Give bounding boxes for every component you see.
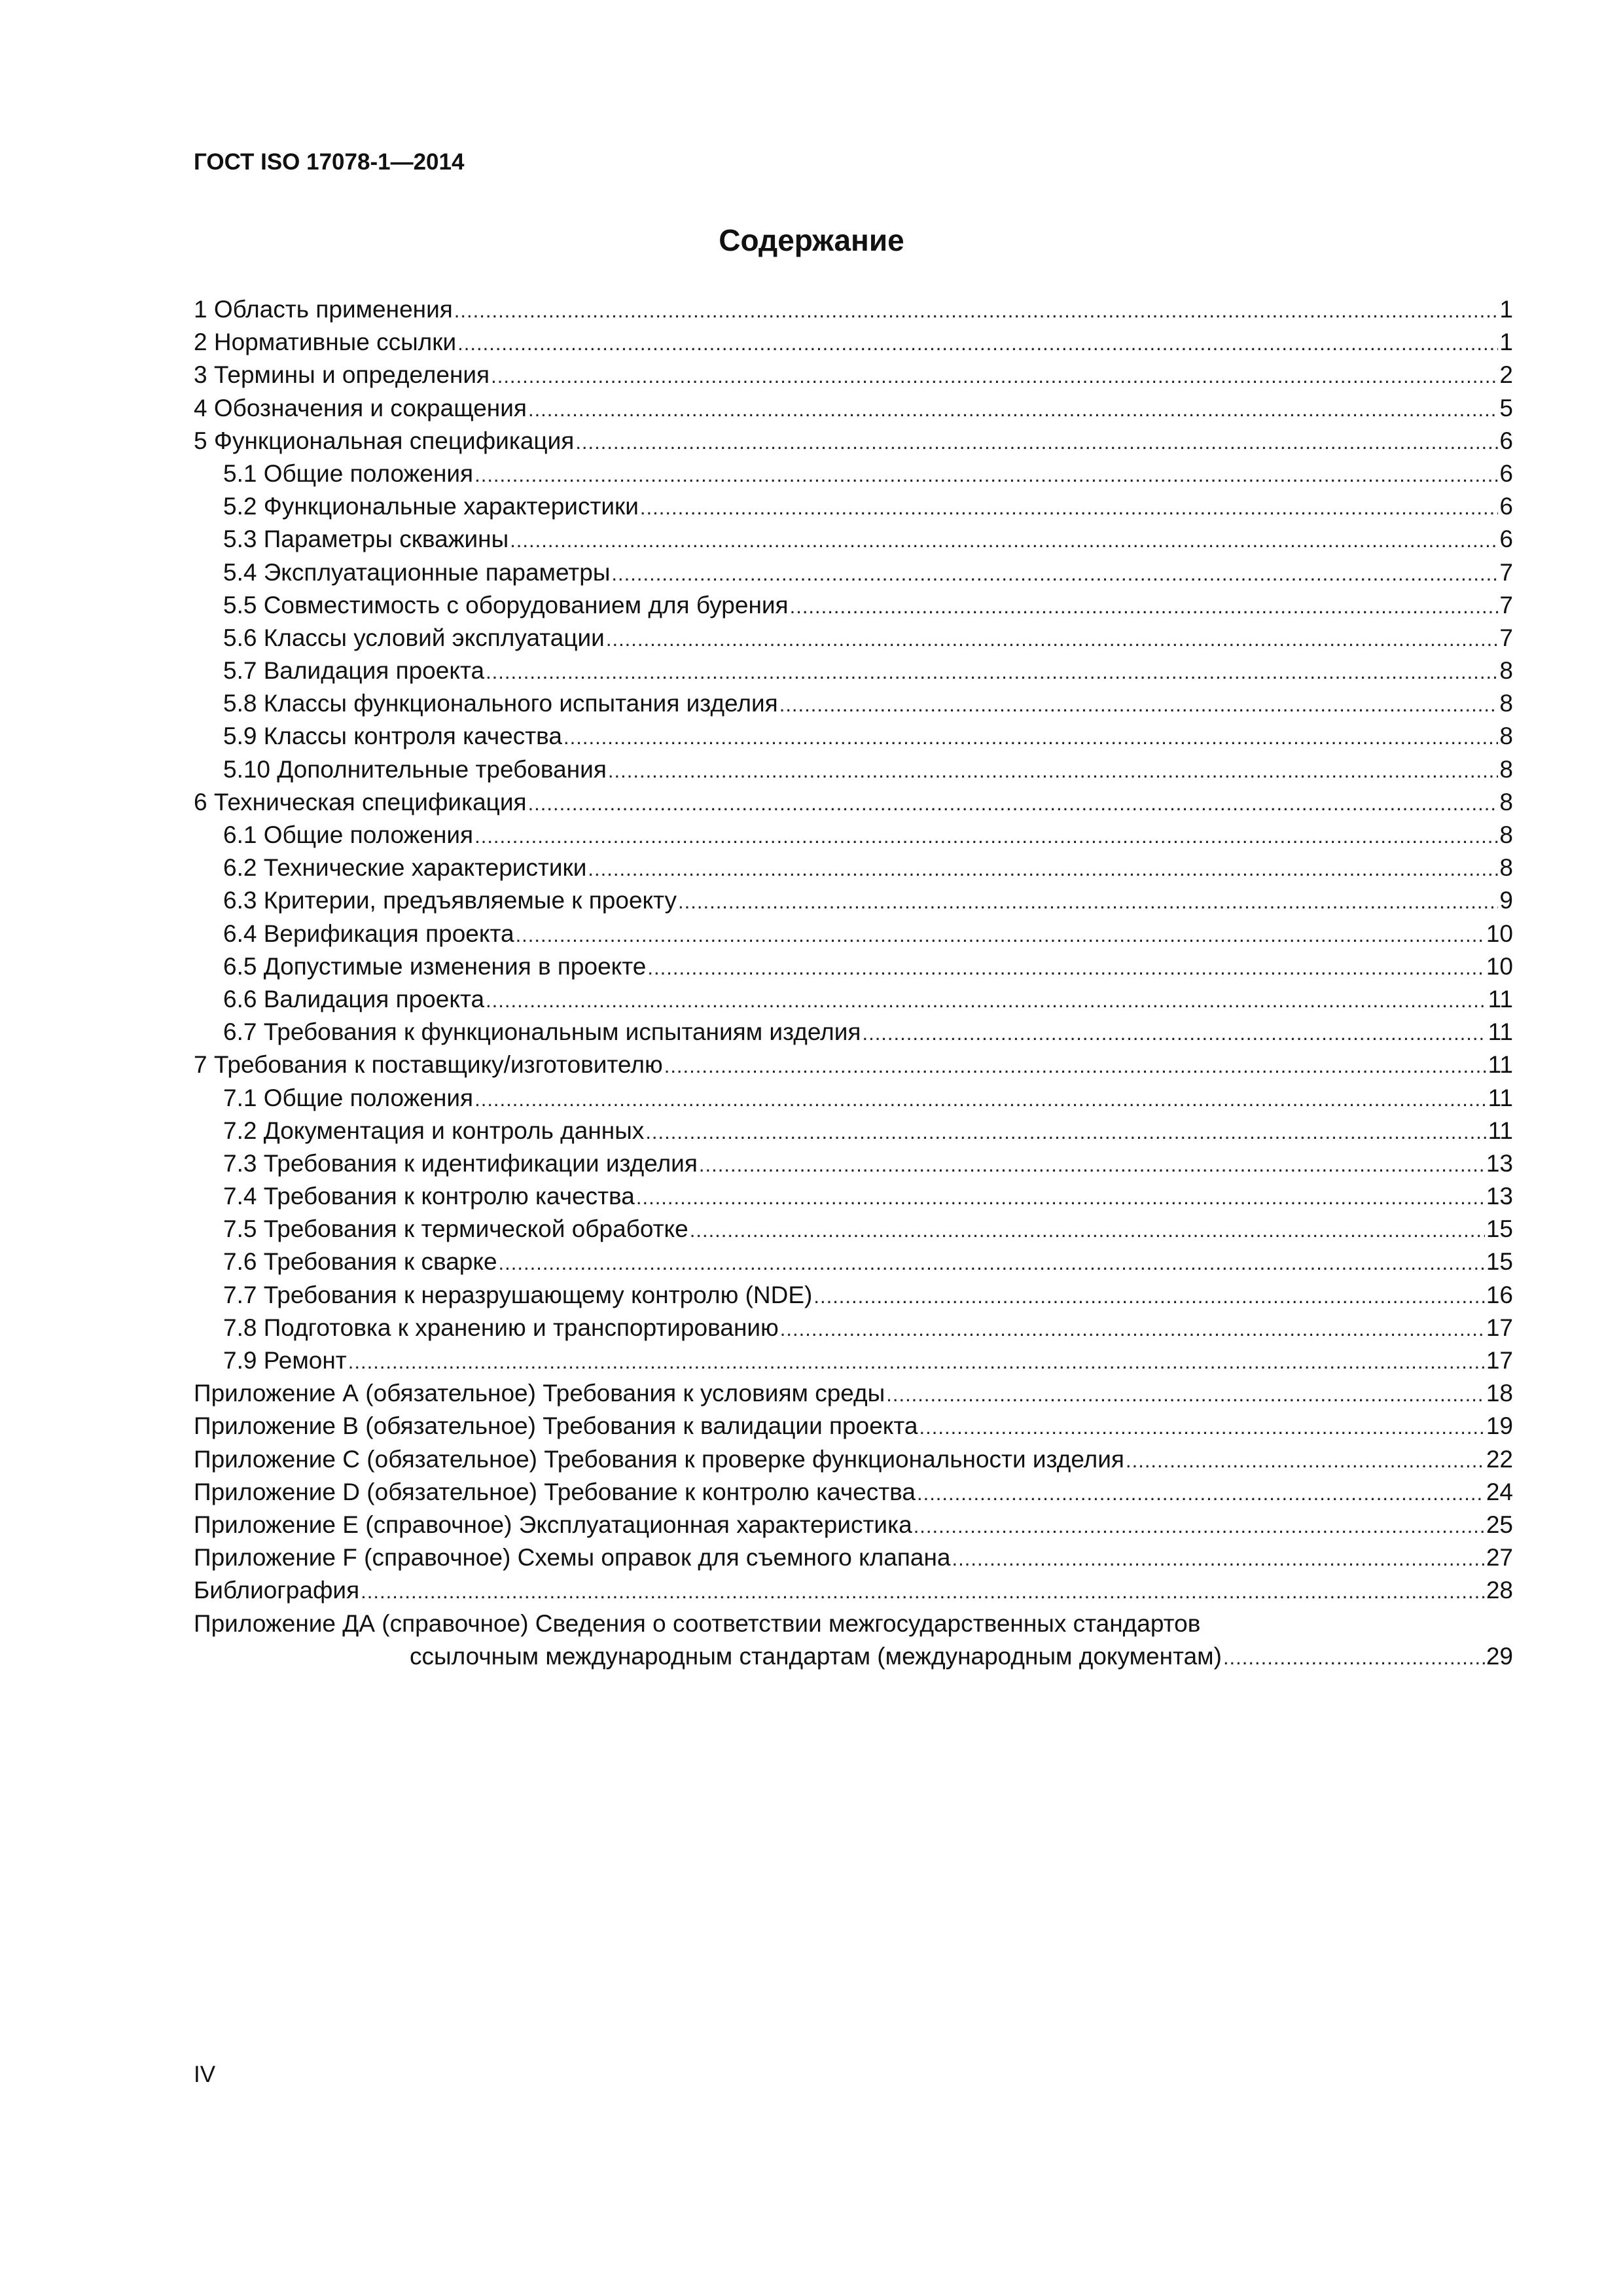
toc-entry-label: 4 Обозначения и сокращения (194, 394, 527, 422)
toc-entry-page: 28 (1486, 1577, 1513, 1604)
dot-leader (813, 1280, 1484, 1313)
toc-entry[interactable] (194, 1082, 1513, 1115)
toc-entry[interactable] (194, 852, 1513, 884)
dot-leader (348, 1346, 1485, 1378)
dot-leader (510, 524, 1498, 557)
dot-leader (486, 656, 1498, 689)
toc-entry-label: 7.4 Требования к контролю качества (223, 1183, 635, 1210)
dot-leader (516, 919, 1485, 952)
dot-leader (1223, 1641, 1485, 1674)
toc-entry-page: 7 (1499, 591, 1513, 619)
toc-entry[interactable] (194, 293, 1513, 326)
toc-entry-label: Приложение Е (справочное) Эксплуатационная характеристика (194, 1511, 912, 1538)
toc-entry-page: 16 (1486, 1281, 1513, 1308)
toc-entry-page: 8 (1499, 657, 1513, 685)
toc-entry-page: 27 (1486, 1544, 1513, 1571)
toc-entry-label: 7.5 Требования к термической обработке (223, 1215, 688, 1243)
toc-entry[interactable] (194, 1443, 1513, 1476)
dot-leader (474, 820, 1498, 853)
dot-leader (474, 459, 1498, 492)
dot-leader (780, 1313, 1485, 1346)
dot-leader (952, 1543, 1485, 1575)
toc-entry-label: 5.2 Функциональные характеристики (223, 493, 639, 520)
dot-leader (862, 1017, 1486, 1050)
toc-entry-label: 5.9 Классы контроля качества (223, 723, 562, 750)
toc-entry-label: 7.3 Требования к идентификации изделия (223, 1149, 698, 1177)
toc-entry-page: 8 (1499, 723, 1513, 750)
toc-entry[interactable] (194, 425, 1513, 457)
document-header: ГОСТ ISO 17078-1—2014 (194, 149, 465, 175)
toc-entry-label: 6.4 Верификация проекта (223, 920, 514, 947)
toc-entry-label: 6.1 Общие положения (223, 821, 474, 848)
toc-entry-page: 11 (1488, 1018, 1513, 1046)
toc-entry-page: 8 (1499, 821, 1513, 848)
toc-entry-page: 25 (1486, 1511, 1513, 1538)
page-number: IV (194, 2062, 216, 2087)
dot-leader (563, 721, 1498, 754)
dot-leader (917, 1477, 1485, 1510)
toc-entry-page: 8 (1499, 854, 1513, 882)
toc-entry-page: 7 (1499, 624, 1513, 651)
dot-leader (699, 1149, 1485, 1181)
toc-entry[interactable] (194, 1016, 1513, 1049)
dot-leader (474, 1083, 1486, 1116)
toc-entry-label: 5.6 Классы условий эксплуатации (223, 624, 605, 651)
toc-entry-page: 5 (1499, 394, 1513, 422)
toc-entry-label: 7.9 Ремонт (223, 1347, 347, 1374)
toc-entry-page: 13 (1486, 1183, 1513, 1210)
dot-leader (454, 295, 1499, 327)
toc-entry-multiline[interactable] (194, 1607, 1513, 1640)
toc-entry[interactable] (194, 1476, 1513, 1509)
toc-entry-page: 17 (1486, 1347, 1513, 1374)
dot-leader (491, 360, 1498, 393)
toc-entry-page: 6 (1499, 459, 1513, 487)
toc-entry-page: 11 (1488, 1117, 1513, 1144)
toc-entry-page: 17 (1486, 1314, 1513, 1341)
toc-entry-label: 5.1 Общие положения (223, 459, 474, 487)
toc-entry[interactable] (194, 556, 1513, 589)
toc-entry-label: 7.8 Подготовка к хранению и транспортированию (223, 1314, 779, 1341)
toc-entry[interactable] (194, 1344, 1513, 1377)
toc-entry-label: 6.7 Требования к функциональным испытаниям изделия (223, 1018, 861, 1046)
dot-leader (640, 492, 1499, 524)
toc-entry[interactable] (194, 950, 1513, 983)
dot-leader (919, 1411, 1485, 1444)
dot-leader (588, 853, 1498, 886)
toc-entry-label: Библиография (194, 1577, 360, 1604)
toc-entry-label: 3 Термины и определения (194, 361, 490, 389)
page-title: Содержание (719, 223, 904, 257)
toc-entry-label: 6.3 Критерии, предъявляемые к проекту (223, 887, 677, 914)
toc-entry[interactable] (194, 1180, 1513, 1213)
toc-entry[interactable] (194, 490, 1513, 523)
toc-entry[interactable] (194, 655, 1513, 687)
toc-entry-label: 5.5 Совместимость с оборудованием для бурения (223, 591, 789, 619)
dot-leader (678, 886, 1498, 918)
toc-entry-page: 7 (1499, 558, 1513, 586)
toc-entry-page: 1 (1499, 296, 1513, 323)
toc-entry-page: 6 (1499, 427, 1513, 454)
toc-entry-label: 2 Нормативные ссылки (194, 329, 457, 356)
toc-entry-label: 7.7 Требования к неразрушающему контролю (NDE) (223, 1281, 813, 1308)
dot-leader (361, 1575, 1485, 1608)
dot-leader (457, 327, 1498, 360)
toc-entry-page: 8 (1499, 755, 1513, 783)
dot-leader (636, 1181, 1485, 1214)
toc-entry[interactable] (194, 884, 1513, 917)
toc-entry[interactable] (194, 1049, 1513, 1081)
toc-entry-label: ссылочным международным стандартам (международным документам) (410, 1642, 1222, 1670)
dot-leader (528, 787, 1499, 820)
toc-entry-label: 7.2 Документация и контроль данных (223, 1117, 645, 1144)
dot-leader (690, 1214, 1485, 1247)
dot-leader (645, 1116, 1486, 1149)
dot-leader (779, 689, 1499, 721)
toc-entry[interactable] (194, 1312, 1513, 1344)
toc-entry-page: 8 (1499, 690, 1513, 717)
toc-entry-page: 13 (1486, 1149, 1513, 1177)
toc-entry-label: 6.6 Валидация проекта (223, 985, 485, 1013)
toc-entry[interactable] (194, 457, 1513, 490)
toc-entry-page: 9 (1499, 887, 1513, 914)
toc-entry-label: 5.8 Классы функционального испытания изделия (223, 690, 778, 717)
toc-entry[interactable] (194, 622, 1513, 655)
toc-entry-page: 29 (1486, 1642, 1513, 1670)
toc-entry-page: 15 (1486, 1215, 1513, 1243)
toc-entry[interactable] (194, 819, 1513, 852)
toc-entry-label: Приложение F (справочное) Схемы оправок для съемного клапана (194, 1544, 951, 1571)
dot-leader (499, 1247, 1485, 1280)
toc-entry-label: 6.5 Допустимые изменения в проекте (223, 952, 647, 980)
dot-leader (1126, 1444, 1485, 1477)
toc-entry[interactable] (194, 326, 1513, 359)
toc-entry[interactable] (194, 523, 1513, 556)
dot-leader (790, 590, 1499, 623)
dot-leader (664, 1050, 1487, 1083)
toc-entry[interactable] (194, 786, 1513, 819)
dot-leader (647, 952, 1484, 984)
toc-entry-page: 22 (1486, 1445, 1513, 1473)
toc-entry[interactable] (194, 1410, 1513, 1443)
toc-entry-label: 7.6 Требования к сварке (223, 1248, 497, 1276)
toc-entry[interactable] (194, 1279, 1513, 1312)
toc-entry-label: 5.3 Параметры скважины (223, 526, 509, 553)
toc-entry-page: 10 (1486, 920, 1513, 947)
toc-entry-page: 2 (1499, 361, 1513, 389)
toc-entry[interactable] (194, 1574, 1513, 1607)
toc-entry-label: 5.4 Эксплуатационные параметры (223, 558, 611, 586)
table-of-contents (194, 293, 1513, 1673)
toc-entry-label: 6.2 Технические характеристики (223, 854, 587, 882)
toc-entry-label: 7.1 Общие положения (223, 1084, 474, 1111)
toc-entry[interactable] (194, 1541, 1513, 1574)
toc-entry-page: 6 (1499, 526, 1513, 553)
toc-entry-page: 18 (1486, 1380, 1513, 1407)
toc-entry[interactable] (194, 918, 1513, 950)
toc-entry-label: 1 Область применения (194, 296, 453, 323)
dot-leader (886, 1378, 1485, 1411)
toc-entry[interactable] (194, 753, 1513, 786)
toc-entry-label: Приложение В (обязательное) Требования к валидации проекта (194, 1412, 918, 1440)
toc-entry[interactable] (194, 359, 1513, 391)
toc-entry-label: 5 Функциональная спецификация (194, 427, 575, 454)
toc-entry-page: 19 (1486, 1412, 1513, 1440)
toc-entry-page: 6 (1499, 493, 1513, 520)
toc-entry-continuation[interactable] (194, 1640, 1513, 1673)
toc-entry[interactable] (194, 1246, 1513, 1278)
toc-entry[interactable] (194, 1213, 1513, 1246)
toc-entry[interactable] (194, 687, 1513, 720)
toc-entry-page: 24 (1486, 1478, 1513, 1505)
toc-entry[interactable] (194, 983, 1513, 1016)
toc-entry-page: 1 (1499, 329, 1513, 356)
toc-entry-page: 8 (1499, 788, 1513, 816)
dot-leader (486, 984, 1487, 1017)
toc-entry[interactable] (194, 1115, 1513, 1147)
toc-entry[interactable] (194, 392, 1513, 425)
dot-leader (914, 1510, 1485, 1543)
toc-entry-page: 10 (1486, 952, 1513, 980)
toc-entry-page: 11 (1488, 1051, 1513, 1079)
dot-leader (528, 393, 1498, 426)
dot-leader (606, 623, 1499, 656)
toc-entry-label: 5.10 Дополнительные требования (223, 755, 607, 783)
toc-entry-label: Приложение С (обязательное) Требования к проверке функциональности изделия (194, 1445, 1124, 1473)
toc-entry-label: 6 Техническая спецификация (194, 788, 527, 816)
toc-entry-page: 11 (1488, 1084, 1513, 1111)
dot-leader (611, 558, 1498, 590)
toc-entry[interactable] (194, 1377, 1513, 1410)
toc-entry-label: 7 Требования к поставщику/изготовителю (194, 1051, 663, 1079)
toc-entry[interactable] (194, 720, 1513, 753)
toc-entry-page: 15 (1486, 1248, 1513, 1276)
toc-entry[interactable] (194, 589, 1513, 622)
toc-entry-page: 11 (1488, 985, 1513, 1013)
toc-entry-label: Приложение А (обязательное) Требования к условиям среды (194, 1380, 885, 1407)
dot-leader (575, 426, 1498, 459)
dot-leader (608, 755, 1499, 787)
toc-entry-label: Приложение D (обязательное) Требование к контролю качества (194, 1478, 916, 1505)
toc-entry[interactable] (194, 1147, 1513, 1180)
toc-entry-label: Приложение ДА (справочное) Сведения о соответствии межгосударственных стандартов (194, 1609, 1201, 1637)
toc-entry[interactable] (194, 1509, 1513, 1541)
toc-entry-label: 5.7 Валидация проекта (223, 657, 485, 685)
